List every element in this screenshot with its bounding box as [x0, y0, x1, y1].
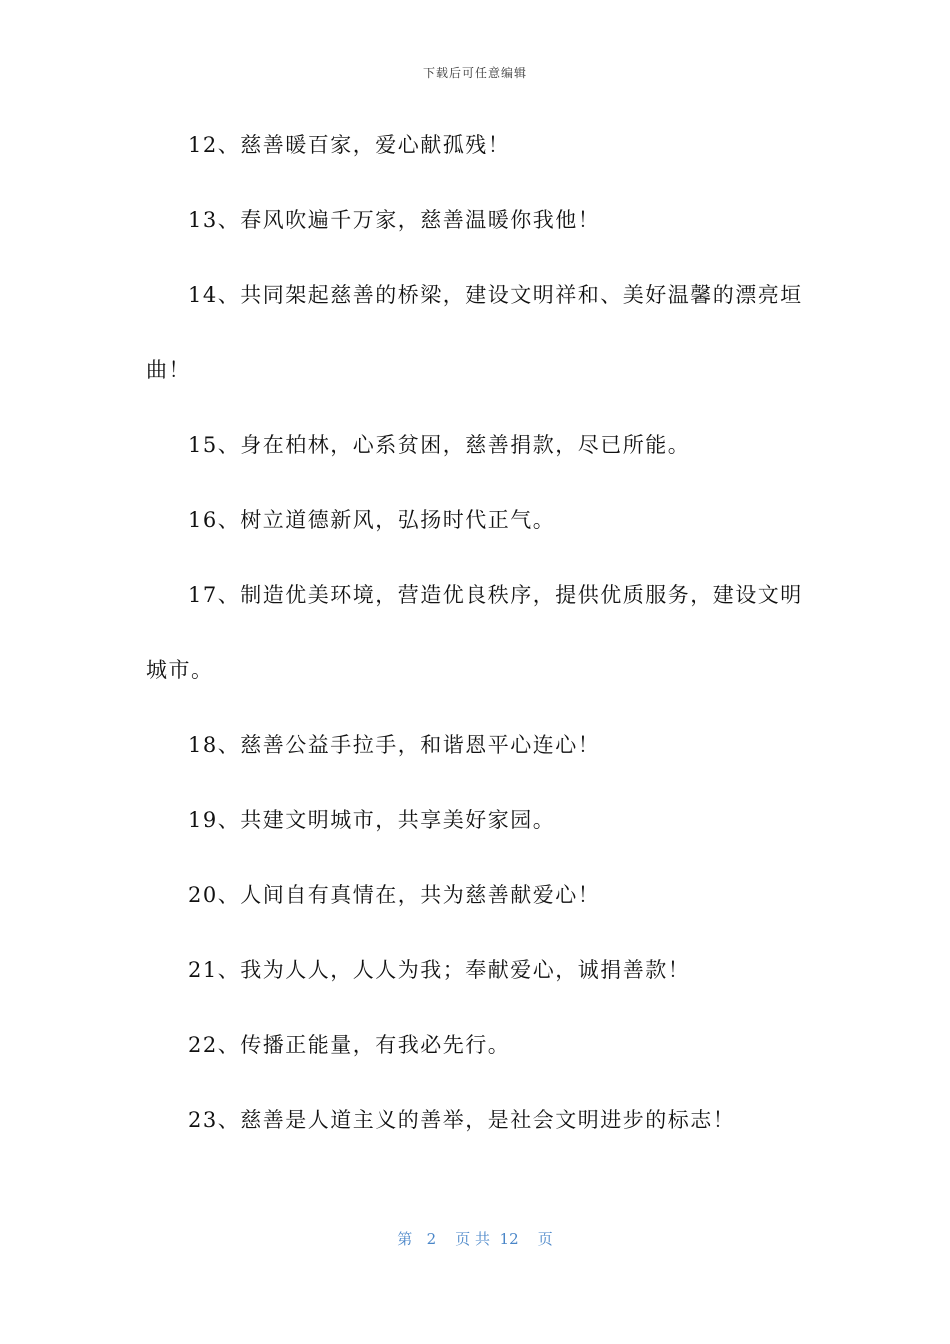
footer-prefix: 第	[397, 1230, 413, 1248]
list-item-text: 20、人间自有真情在，共为慈善献爱心！	[188, 883, 601, 907]
list-item	[146, 408, 806, 483]
page-footer	[0, 1228, 950, 1249]
list-item	[146, 258, 806, 408]
list-item	[146, 183, 806, 258]
list-item	[146, 1083, 806, 1158]
list-item	[146, 933, 806, 1008]
list-item	[146, 1008, 806, 1083]
list-item	[146, 558, 806, 708]
footer-middle: 页 共	[455, 1230, 490, 1248]
list-item-text: 18、慈善公益手拉手，和谐恩平心连心！	[188, 733, 601, 757]
list-item-text: 23、慈善是人道主义的善举，是社会文明进步的标志！	[188, 1108, 736, 1132]
list-item-text: 14、共同架起慈善的桥梁，建设文明祥和、美好温馨的漂亮垣曲！	[146, 283, 803, 382]
list-item-text: 22、传播正能量，有我必先行。	[188, 1033, 511, 1057]
page-header: 下载后可任意编辑	[422, 66, 527, 80]
footer-suffix: 页	[537, 1230, 553, 1248]
current-page-number: 2	[426, 1230, 437, 1248]
list-item	[146, 483, 806, 558]
list-item-text: 16、树立道德新风，弘扬时代正气。	[188, 508, 556, 532]
list-item	[146, 108, 806, 183]
list-item	[146, 783, 806, 858]
list-item-text: 15、身在柏林，心系贫困，慈善捐款，尽已所能。	[188, 433, 691, 457]
list-item-text: 19、共建文明城市，共享美好家园。	[188, 808, 556, 832]
list-item-text: 21、我为人人，人人为我；奉献爱心，诚捐善款！	[188, 958, 691, 982]
list-item	[146, 858, 806, 933]
list-item-text: 13、春风吹遍千万家，慈善温暖你我他！	[188, 208, 601, 232]
list-item-text: 12、慈善暖百家，爱心献孤残！	[188, 133, 511, 157]
total-pages-number: 12	[499, 1230, 519, 1248]
list-item	[146, 708, 806, 783]
list-item-text: 17、制造优美环境，营造优良秩序，提供优质服务，建设文明城市。	[146, 583, 803, 682]
